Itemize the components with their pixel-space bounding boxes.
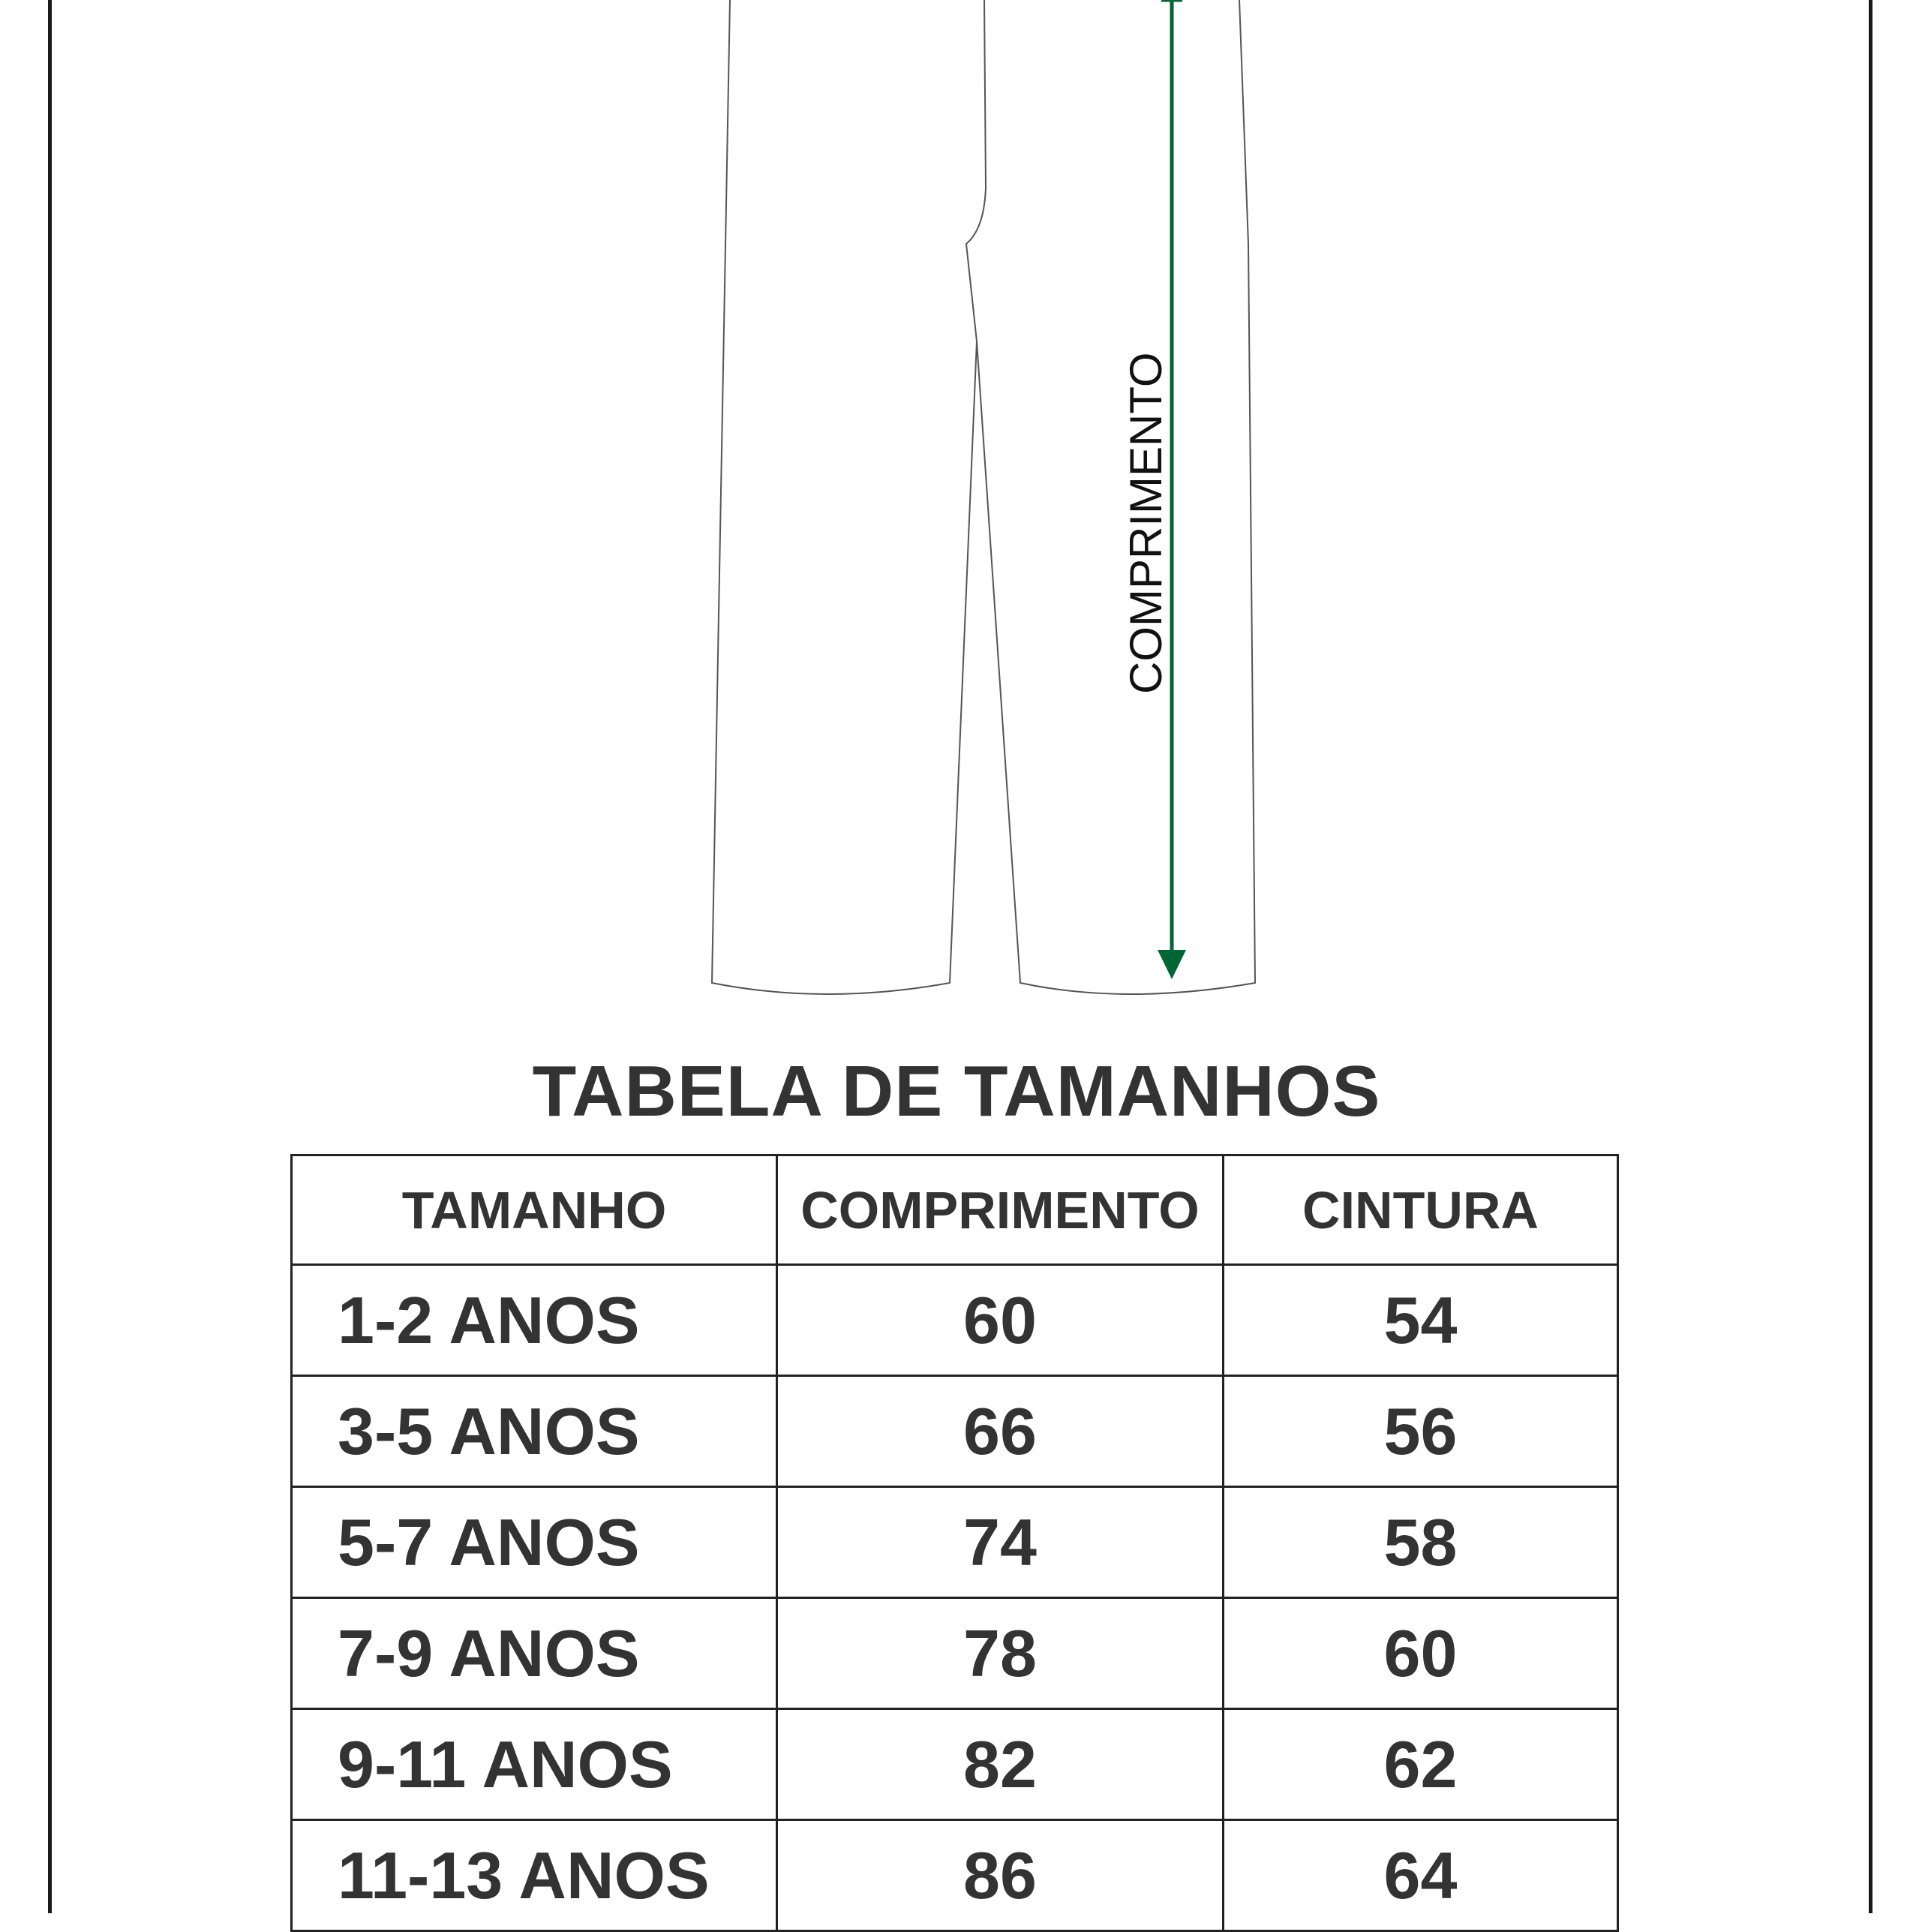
size-table (290, 1154, 1619, 1932)
table-row (292, 1709, 1618, 1820)
cintura-cell: 58 (1224, 1487, 1618, 1598)
size-cell: 7-9 ANOS (292, 1598, 777, 1709)
comprimento-cell: 66 (777, 1376, 1224, 1487)
table-row (292, 1265, 1618, 1376)
cintura-cell: 60 (1224, 1598, 1618, 1709)
length-label: COMPRIMENTO (1121, 352, 1171, 694)
header-tamanho: TAMANHO (292, 1155, 777, 1265)
table-row (292, 1487, 1618, 1598)
size-chart-title: TABELA DE TAMANHOS (532, 1051, 1381, 1131)
cintura-cell: 64 (1224, 1820, 1618, 1931)
size-cell: 9-11 ANOS (292, 1709, 777, 1820)
comprimento-cell: 74 (777, 1487, 1224, 1598)
table-row (292, 1598, 1618, 1709)
size-cell: 1-2 ANOS (292, 1265, 777, 1376)
header-cintura: CINTURA (1224, 1155, 1618, 1265)
cintura-cell: 62 (1224, 1709, 1618, 1820)
comprimento-cell: 86 (777, 1820, 1224, 1931)
table-row (292, 1820, 1618, 1931)
size-cell: 3-5 ANOS (292, 1376, 777, 1487)
comprimento-cell: 60 (777, 1265, 1224, 1376)
header-comprimento: COMPRIMENTO (777, 1155, 1224, 1265)
comprimento-cell: 78 (777, 1598, 1224, 1709)
pants-pocket-seam (966, 0, 986, 341)
size-cell: 5-7 ANOS (292, 1487, 777, 1598)
table-row (292, 1376, 1618, 1487)
cintura-cell: 56 (1224, 1376, 1618, 1487)
size-cell: 11-13 ANOS (292, 1820, 777, 1931)
table-header-row (292, 1155, 1618, 1265)
cintura-cell: 54 (1224, 1265, 1618, 1376)
comprimento-cell: 82 (777, 1709, 1224, 1820)
length-arrow-head (1158, 950, 1186, 979)
